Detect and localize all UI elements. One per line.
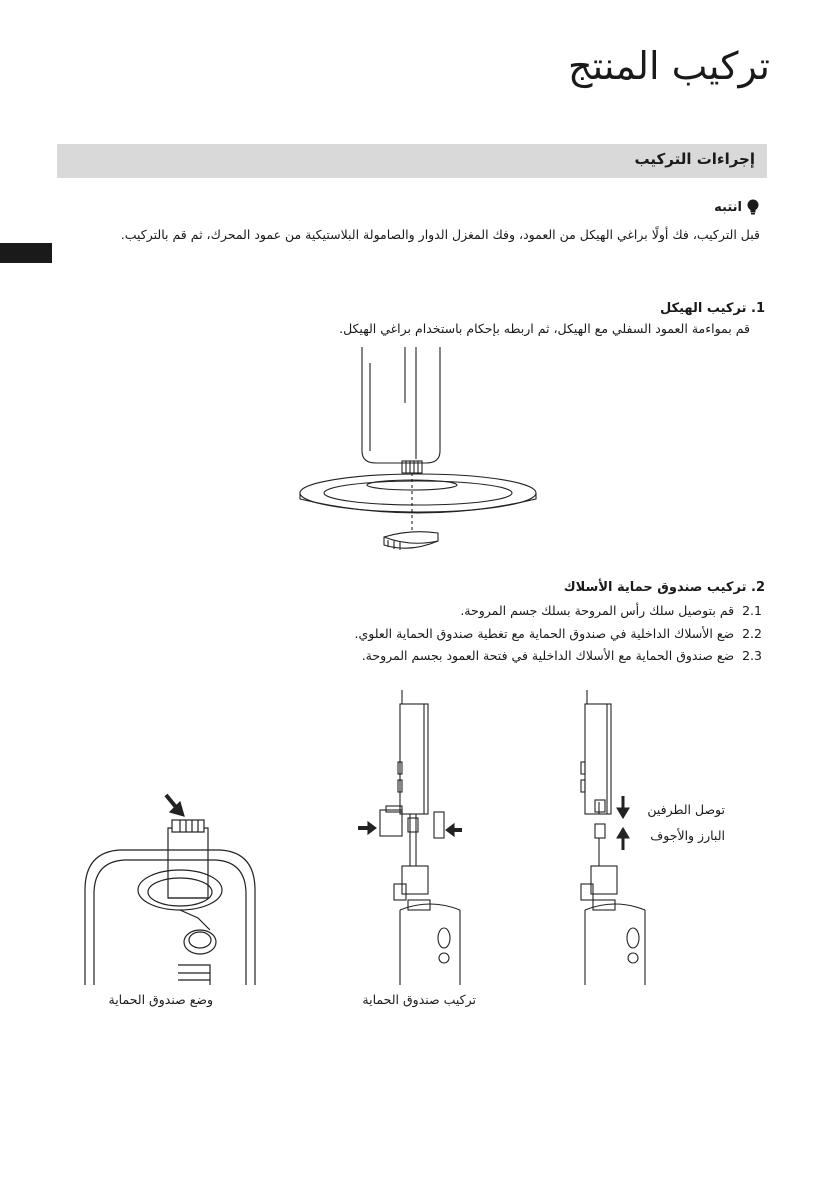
base-assembly-figure [290, 343, 555, 563]
substep-number: 2.1 [742, 603, 762, 618]
substep-text: ضع صندوق الحماية مع الأسلاك الداخلية في فتحة العمود بجسم المروحة. [361, 648, 735, 663]
step2-title: تركيب صندوق حماية الأسلاك [563, 580, 747, 595]
substep-number: 2.3 [742, 648, 762, 663]
substep-text: قم بتوصيل سلك رأس المروحة بسلك جسم المروحة. [460, 603, 735, 618]
step2-heading [564, 580, 765, 595]
section-title: إجراءات التركيب [634, 150, 755, 168]
step1-number: 1. [751, 301, 765, 316]
notice-title: انتبه [714, 199, 742, 215]
substep-2-3 [362, 648, 762, 663]
notice-text: قبل التركيب، فك أولًا براغي الهيكل من العمود، وفك المغزل الدوار والصامولة البلاستيكية من عمود المحرك، ثم قم بالتركيب. [120, 227, 760, 242]
substep-2-1 [460, 603, 762, 618]
connector-label-line2: البارز والأجوف [650, 828, 725, 843]
step1-title: تركيب الهيكل [659, 301, 747, 316]
place-protection-box-figure [80, 790, 260, 985]
side-tab-marker [0, 243, 52, 263]
section-header-bar [57, 144, 767, 178]
connector-label [635, 797, 725, 849]
lightbulb-icon [746, 199, 760, 215]
notice-heading [714, 199, 760, 215]
step1-heading [660, 301, 765, 316]
step1-text: قم بمواءمة العمود السفلي مع الهيكل، ثم اربطه بإحكام باستخدام براغي الهيكل. [339, 321, 750, 336]
connector-label-line1: توصل الطرفين [647, 802, 725, 817]
caption-install-box: تركيب صندوق الحماية [362, 992, 476, 1007]
page-title: تركيب المنتج [567, 44, 770, 88]
install-protection-box-figure [350, 690, 470, 985]
step2-number: 2. [751, 580, 765, 595]
substep-2-2 [354, 626, 762, 641]
substep-number: 2.2 [742, 626, 762, 641]
caption-place-box: وضع صندوق الحماية [108, 992, 213, 1007]
substep-text: ضع الأسلاك الداخلية في صندوق الحماية مع تغطية صندوق الحماية العلوي. [354, 626, 735, 641]
